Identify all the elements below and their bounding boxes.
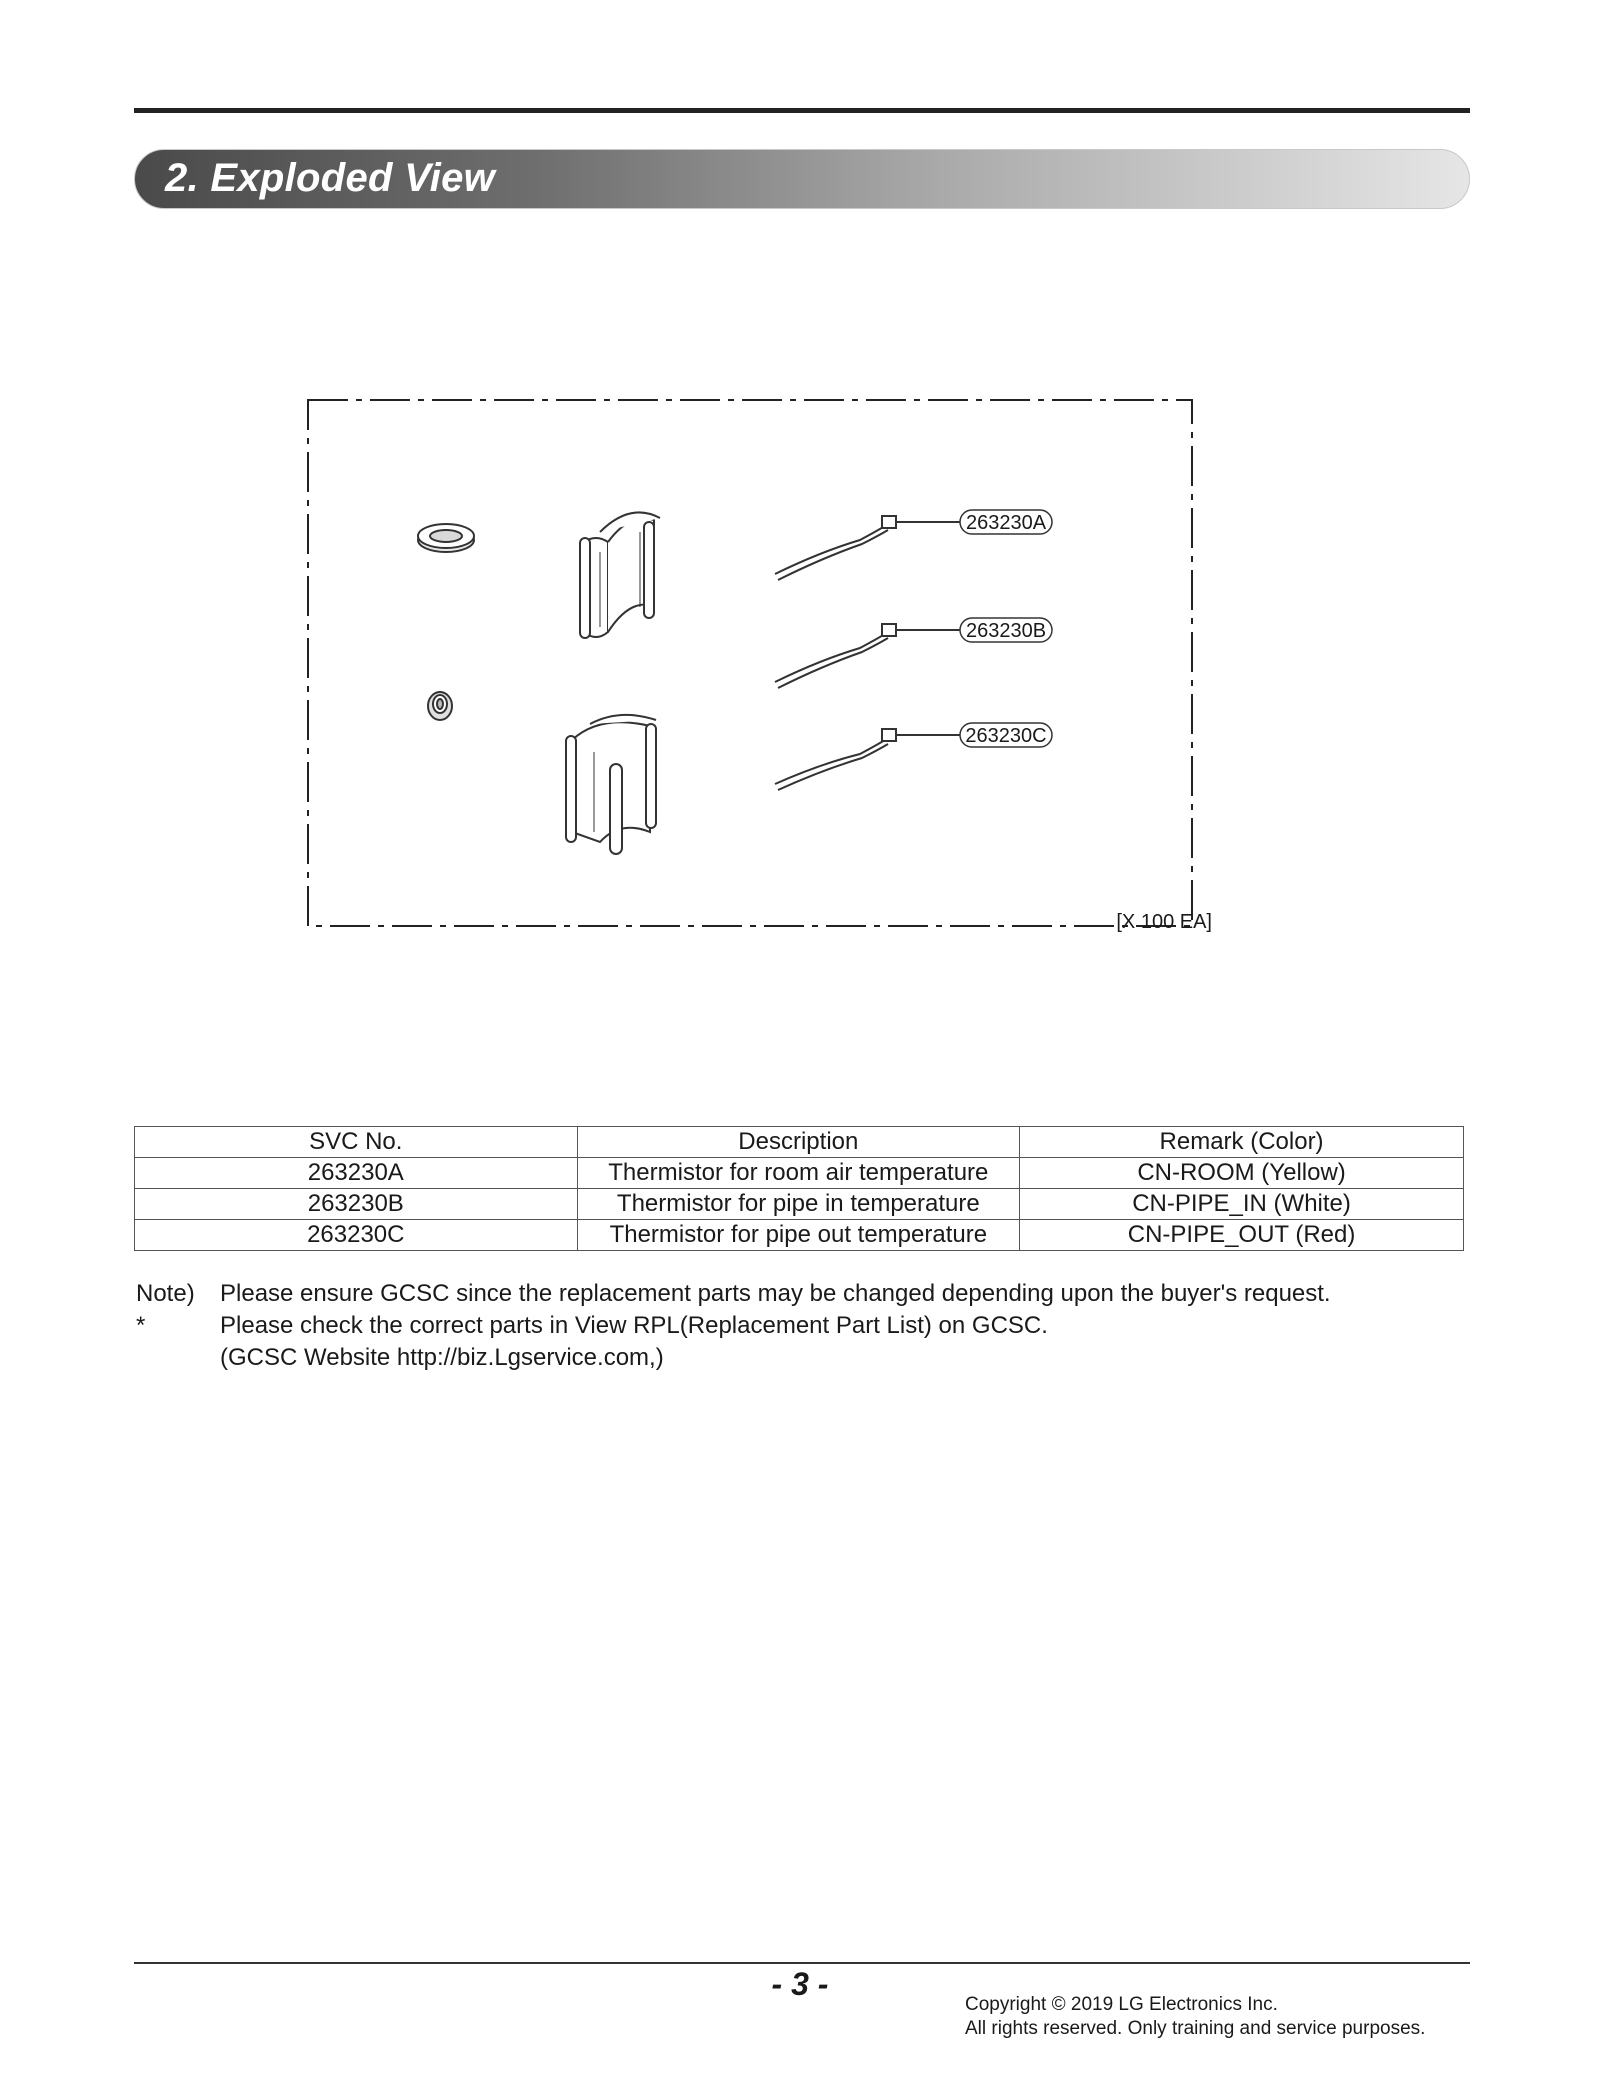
copyright-line: Copyright © 2019 LG Electronics Inc.: [965, 1994, 1278, 2015]
callout-label-a: 263230A: [965, 512, 1047, 534]
copyright-notice: [965, 1993, 1425, 2041]
callout-label-c: 263230C: [965, 725, 1047, 747]
remark-cell: CN-ROOM (Yellow): [1020, 1158, 1464, 1189]
description-cell: Thermistor for room air temperature: [577, 1158, 1020, 1189]
thermistor-b-part: [775, 624, 960, 688]
column-header-svc-no: SVC No.: [135, 1127, 578, 1158]
sensor-holder-lower-part: [566, 715, 656, 854]
note-line: Please check the correct parts in View RPL(Replacement Part List) on GCSC.: [220, 1312, 1048, 1339]
thermistor-a-part: [775, 516, 960, 580]
header-rule: [134, 108, 1470, 113]
svc-no-cell: 263230C: [135, 1220, 578, 1251]
rights-line: All rights reserved. Only training and service purposes.: [965, 2018, 1426, 2039]
quantity-label: [X 100 EA]: [1116, 911, 1212, 933]
exploded-view-figure: [300, 392, 1220, 942]
description-cell: Thermistor for pipe in temperature: [577, 1189, 1020, 1220]
note-line: (GCSC Website http://biz.Lgservice.com,): [220, 1344, 664, 1371]
exploded-view-drawing: [300, 392, 1220, 942]
note-lines: [220, 1278, 1460, 1374]
note-prefix: Note) *: [136, 1280, 195, 1339]
remark-cell: CN-PIPE_IN (White): [1020, 1189, 1464, 1220]
page-number: - 3 -: [771, 1966, 829, 2002]
table-row: [135, 1220, 1464, 1251]
table-row: [135, 1189, 1464, 1220]
svc-no-cell: 263230A: [135, 1158, 578, 1189]
section-title: 2. Exploded View: [165, 156, 496, 200]
table-header-row: [135, 1127, 1464, 1158]
callout-263230b: [960, 618, 1052, 642]
parts-table: [134, 1126, 1464, 1251]
section-header-band: [134, 149, 1470, 209]
column-header-description: Description: [577, 1127, 1020, 1158]
sensor-holder-upper-part: [580, 512, 660, 638]
remark-cell: CN-PIPE_OUT (Red): [1020, 1220, 1464, 1251]
footer-rule: [134, 1962, 1470, 1964]
grommet-large-part: [418, 524, 474, 552]
boundary-box: [308, 400, 1192, 926]
table-row: [135, 1158, 1464, 1189]
note-line: Please ensure GCSC since the replacement parts may be changed depending upon the buyer's request.: [220, 1280, 1331, 1307]
column-header-remark: Remark (Color): [1020, 1127, 1464, 1158]
grommet-small-part: [428, 692, 452, 720]
description-cell: Thermistor for pipe out temperature: [577, 1220, 1020, 1251]
callout-263230c: [960, 723, 1052, 747]
thermistor-c-part: [775, 729, 960, 790]
callout-label-b: 263230B: [965, 620, 1047, 642]
callout-263230a: [960, 510, 1052, 534]
svc-no-cell: 263230B: [135, 1189, 578, 1220]
